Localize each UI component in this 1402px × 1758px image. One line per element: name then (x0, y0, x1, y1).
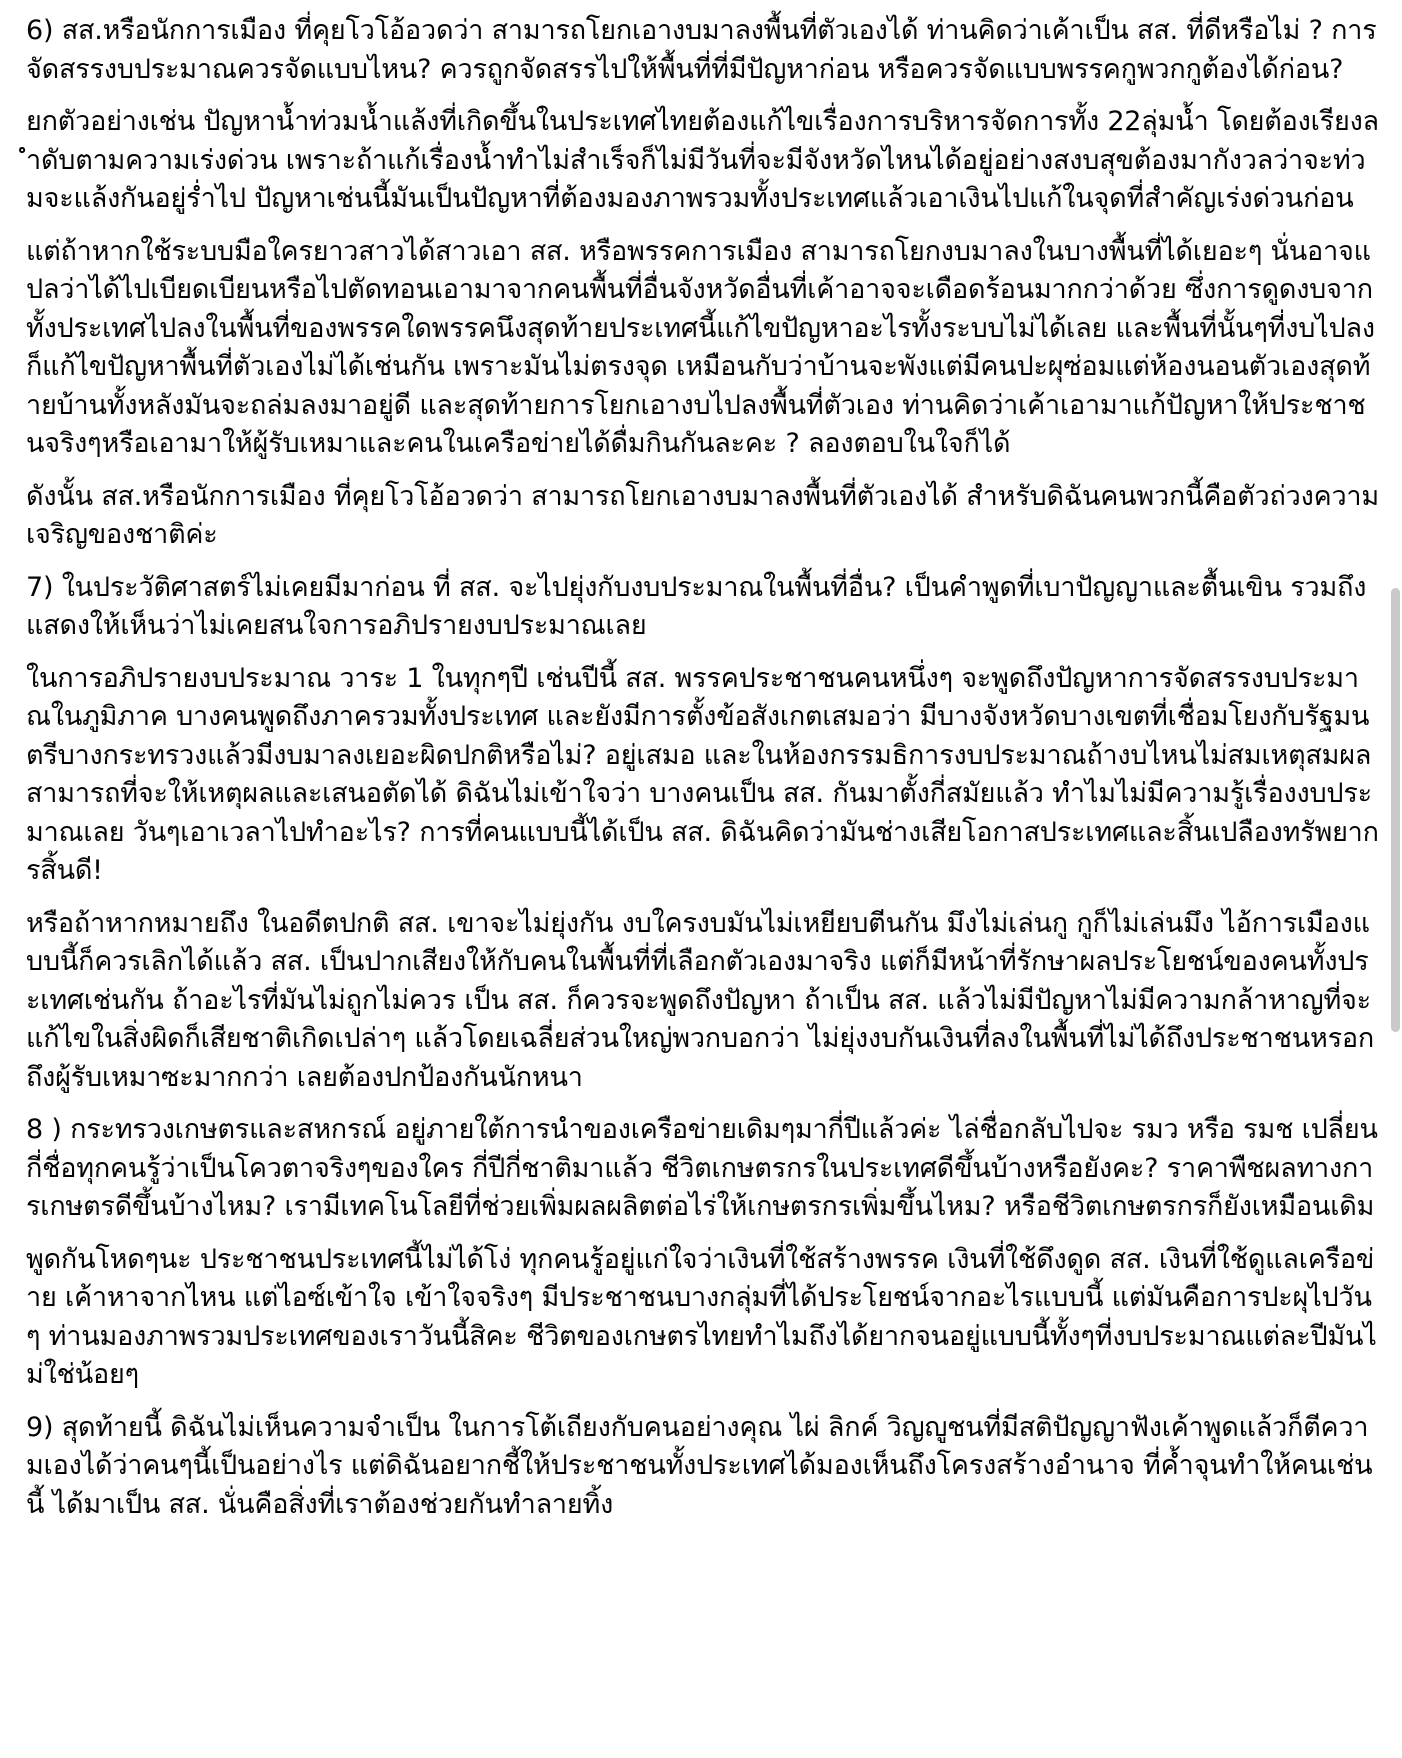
paragraph-7-detail: ในการอภิปรายงบประมาณ วาระ 1 ในทุกๆปี เช่นปีนี้ สส. พรรคประชาชนคนหนึ่งๆ จะพูดถึงปัญหาการจัดสรรงบประมาณในภูมิภาค บางคนพูดถึงภาครวมทั้งประเทศ และยังมีการตั้งข้อสังเกตเสมอว่า มีบางจังหวัดบางเขตที่เชื่อมโยงกับรัฐมนตรีบางกระทรวงแล้วมีงบมาลงเยอะผิดปกติหรือไม่? อยู่เสมอ และในห้องกรรมธิการงบประมาณถ้างบไหนไม่สมเหตุสมผล สามารถที่จะให้เหตุผลและเสนอตัดได้ ดิฉันไม่เข้าใจว่า บางคนเป็น สส. กันมาตั้งกี่สมัยแล้ว ทำไมไม่มีความรู้เรื่องงบประมาณเลย วันๆเอาเวลาไปทำอะไร? การที่คนแบบนี้ได้เป็น สส. ดิฉันคิดว่ามันช่างเสียโอกาสประเทศและสิ้นเปลืองทรัพยากรสิ้นดี! (26, 662, 1379, 886)
paragraph-6-detail: แต่ถ้าหากใช้ระบบมือใครยาวสาวได้สาวเอา สส. หรือพรรคการเมือง สามารถโยกงบมาลงในบางพื้นที่ได้เยอะๆ นั่นอาจแปลว่าได้ไปเบียดเบียนหรือไปตัดทอนเอามาจากคนพื้นที่อื่นจังหวัดอื่นที่เค้าอาจจะเดือดร้อนมากกว่าด้วย ซึ่งการดูดงบจากทั้งประเทศไปลงในพื้นที่ของพรรคใดพรรคนึงสุดท้ายประเทศนี้แก้ไขปัญหาอะไรทั้งระบบไม่ได้เลย และพื้นที่นั้นๆที่งบไปลงก็แก้ไขปัญหาพื้นที่ตัวเองไม่ได้เช่นกัน เพราะมันไม่ตรงจุด เหมือนกับว่าบ้านจะพังแต่มีคนปะผุซ่อมแต่ห้องนอนตัวเองสุดท้ายบ้านทั้งหลังมันจะถล่มลงมาอยู่ดี และสุดท้ายการโยกเอางบไปลงพื้นที่ตัวเอง ท่านคิดว่าเค้าเอามาแก้ปัญหาให้ประชาชนจริงๆหรือเอามาให้ผู้รับเหมาและคนในเครือข่ายได้ดื่มกินกันละคะ ? ลองตอบในใจก็ได้ (26, 235, 1375, 459)
paragraph-9: 9) สุดท้ายนี้ ดิฉันไม่เห็นความจำเป็น ในการโต้เถียงกับคนอย่างคุณ ไผ่ ลิกค์ วิญญูชนที่มีสติปัญญาฟังเค้าพูดแล้วก็ตีความเองได้ว่าคนๆนี้เป็นอย่างไร แต่ดิฉันอยากชี้ให้ประชาชนทั้งประเทศได้มองเห็นถึงโครงสร้างอำนาจ ที่ค้ำจุนทำให้คนเช่นนี้ ได้มาเป็น สส. นั่นคือสิ่งที่เราต้องช่วยกันทำลายทิ้ง (26, 1411, 1373, 1520)
paragraph-6-example: ยกตัวอย่างเช่น ปัญหาน้ำท่วมน้ำแล้งที่เกิดขึ้นในประเทศไทยต้องแก้ไขเรื่องการบริหารจัดการทั้ง 22ลุ่มน้ำ โดยต้องเรียงลำดับตามความเร่งด่วน เพราะถ้าแก้เรื่องน้ำทำไม่สำเร็จก็ไม่มีวันที่จะมีจังหวัดไหนได้อยู่อย่างสงบสุขต้องมากังวลว่าจะท่วมจะแล้งกันอยู่ร่ำไป ปัญหาเช่นนี้มันเป็นปัญหาที่ต้องมองภาพรวมทั้งประเทศแล้วเอาเงินไปแก้ในจุดที่สำคัญเร่งด่วนก่อน (26, 106, 1379, 214)
paragraph-8-detail: พูดกันโหดๆนะ ประชาชนประเทศนี้ไม่ได้โง่ ทุกคนรู้อยู่แก่ใจว่าเงินที่ใช้สร้างพรรค เงินที่ใช้ดึงดูด สส. เงินที่ใช้ดูแลเครือข่าย เค้าหาจากไหน แต่ไอซ์เข้าใจ เข้าใจจริงๆ มีประชาชนบางกลุ่มที่ได้ประโยชน์จากอะไรแบบนี้ แต่มันคือการปะผุไปวันๆ ท่านมองภาพรวมประเทศของเราวันนี้สิคะ ชีวิตของเกษตรไทยทำไมถึงได้ยากจนอยู่แบบนี้ทั้งๆที่งบประมาณแต่ละปีมันไม่ใช่น้อยๆ (26, 1243, 1377, 1390)
paragraph-7: 7) ในประวัติศาสตร์ไม่เคยมีมาก่อน ที่ สส. จะไปยุ่งกับงบประมาณในพื้นที่อื่น? เป็นคำพูดที่เบาปัญญาและตื้นเขิน รวมถึงแสดงให้เห็นว่าไม่เคยสนใจการอภิปรายงบประมาณเลย (26, 571, 1367, 641)
paragraph-6: 6) สส.หรือนักการเมือง ที่คุยโวโอ้อวดว่า สามารถโยกเอางบมาลงพื้นที่ตัวเองได้ ท่านคิดว่าเค้าเป็น สส. ที่ดีหรือไม่ ? การจัดสรรงบประมาณควรจัดแบบไหน? ควรถูกจัดสรรไปให้พื้นที่ที่มีปัญหาก่อน หรือควรจัดแบบพรรคกูพวกกูต้องได้ก่อน? (26, 15, 1377, 85)
paragraph-8: 8 ) กระทรวงเกษตรและสหกรณ์ อยู่ภายใต้การนำของเครือข่ายเดิมๆมากี่ปีแล้วค่ะ ไล่ชื่อกลับไปจะ รมว หรือ รมช เปลี่ยนกี่ชื่อทุกคนรู้ว่าเป็นโควตาจริงๆของใคร กี่ปีกี่ชาติมาแล้ว ชีวิตเกษตรกรในประเทศดีขึ้นบ้างหรือยังคะ? ราคาพืชผลทางการเกษตรดีขึ้นบ้างไหม? เรามีเทคโนโลยีที่ช่วยเพิ่มผลผลิตต่อไร่ให้เกษตรกรเพิ่มขึ้นไหม? หรือชีวิตเกษตรกรก็ยังเหมือนเดิม (26, 1114, 1378, 1222)
paragraph-7-conclusion: หรือถ้าหากหมายถึง ในอดีตปกติ สส. เขาจะไม่ยุ่งกัน งบใครงบมันไม่เหยียบตีนกัน มึงไม่เล่นกู กูก็ไม่เล่นมึง ไอ้การเมืองแบบนี้ก็ควรเลิกได้แล้ว สส. เป็นปากเสียงให้กับคนในพื้นที่ที่เลือกตัวเองมาจริง แต่ก็มีหน้าที่รักษาผลประโยชน์ของคนทั้งประเทศเช่นกัน ถ้าอะไรที่มันไม่ถูกไม่ควร เป็น สส. ก็ควรจะพูดถึงปัญหา ถ้าเป็น สส. แล้วไม่มีปัญหาไม่มีความกล้าหาญที่จะแก้ไขในสิ่งผิดก็เสียชาติเกิดเปล่าๆ แล้วโดยเฉลี่ยส่วนใหญ่พวกบอกว่า ไม่ยุ่งงบกันเงินที่ลงในพื้นที่ไม่ได้ถึงประชาชนหรอก ถึงผู้รับเหมาซะมากกว่า เลยต้องปกป้องกันนักหนา (26, 907, 1375, 1093)
vertical-scrollbar[interactable] (1390, 0, 1402, 1758)
post-body-text (26, 12, 1381, 1538)
paragraph-6-conclusion: ดังนั้น สส.หรือนักการเมือง ที่คุยโวโอ้อวดว่า สามารถโยกเอางบมาลงพื้นที่ตัวเองได้ สำหรับดิฉันคนพวกนี้คือตัวถ่วงความเจริญของชาติค่ะ (26, 480, 1379, 550)
scrollbar-thumb[interactable] (1391, 588, 1400, 1032)
